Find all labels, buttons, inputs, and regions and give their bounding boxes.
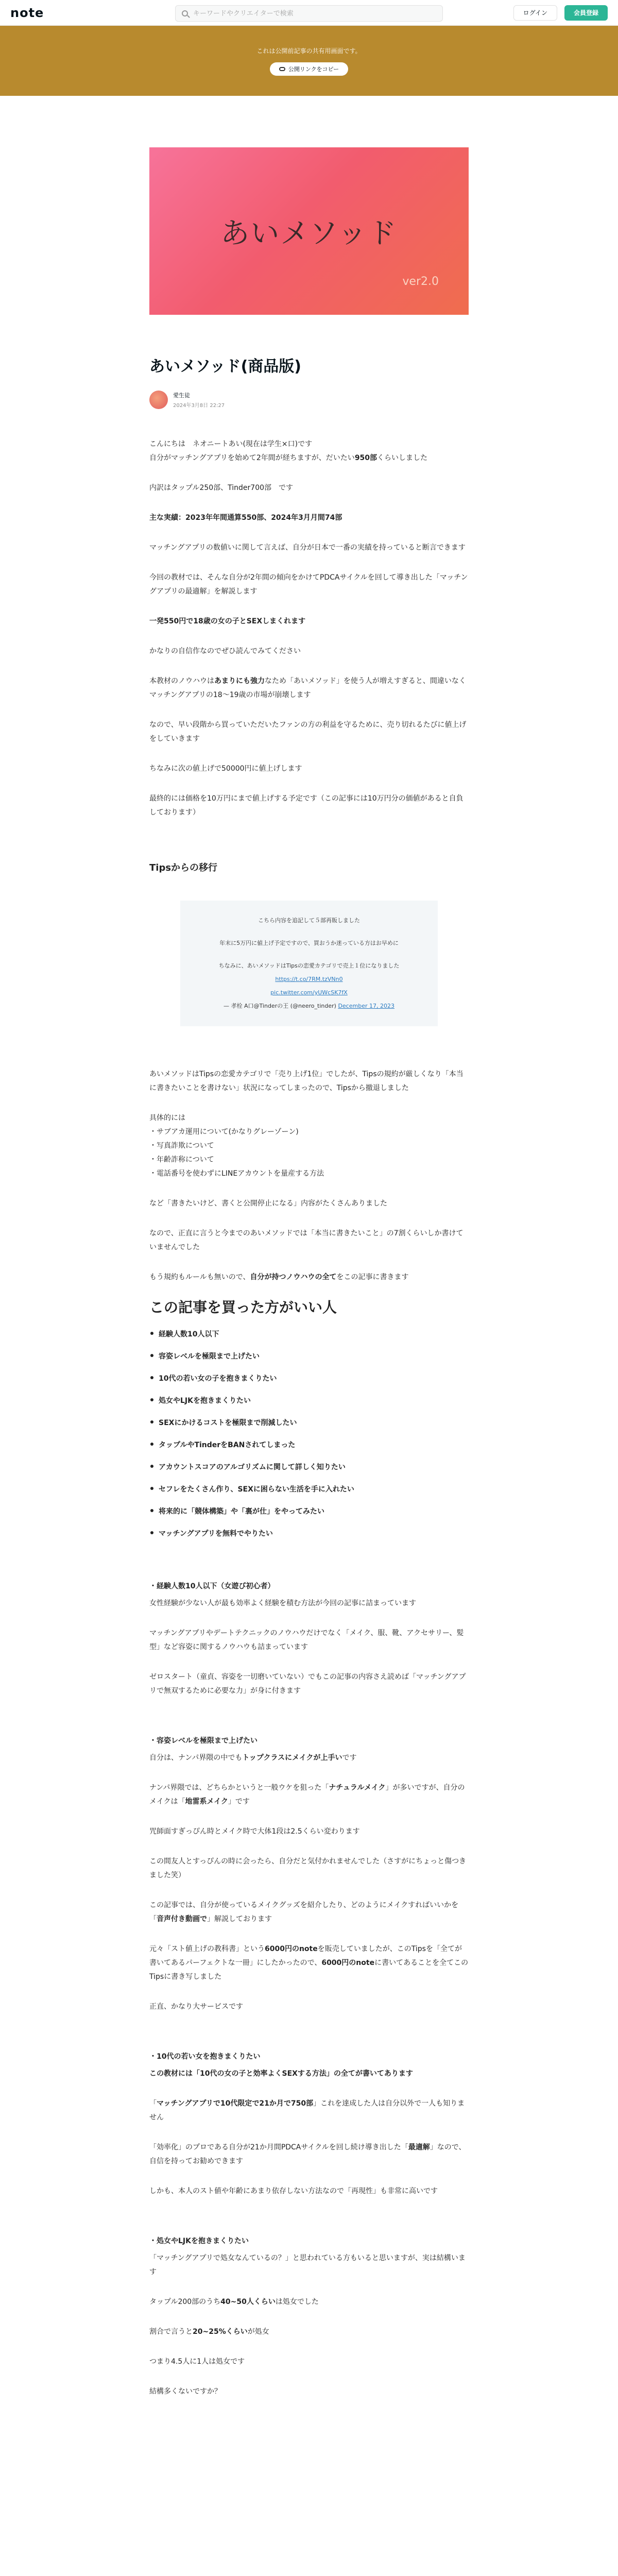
paragraph: 具体的には ・サブアカ運用について(かなりグレーゾーン) ・写真詐欺について ・年齢詐称について ・電話番号を使わずにLINEアカウントを量産する方法 bbox=[149, 1114, 324, 1178]
paragraph: 結構多くないですか？ bbox=[149, 2387, 221, 2396]
tweet-date-link[interactable]: December 17, 2023 bbox=[338, 1003, 394, 1009]
copy-public-link-button[interactable] bbox=[270, 62, 348, 76]
paragraph: こんにちは ネオニートあい(現在は学生×口)です 自分がマッチングアプリを始めて2年間が経ちますが、だいたい950部くらいしました bbox=[149, 440, 428, 462]
search-box[interactable] bbox=[175, 5, 443, 22]
list-item: 将来的に「競体構築」や「裏が仕」をやってみたい bbox=[149, 1505, 469, 1519]
tweet-link[interactable]: https://t.co/7RM.tzVNn0 bbox=[275, 976, 343, 982]
paragraph: 咒師面すぎっぴん時とメイク時で大体1段は2.5くらい変わります bbox=[149, 1827, 360, 1836]
paragraph: あいメソッドはTipsの恋愛カテゴリで「売り上げ1位」でしたが、Tipsの規約が厳しくなり「本当に書きたいことを書けない」状況になってしまったので、Tipsから撤退しました bbox=[149, 1070, 464, 1092]
embedded-tweet: こちら内容を追記して５部再販しました 年末に5万円に値上げ予定ですので、買おうか迷っている方はお早めに ちなみに、あいメソッドはTipsの恋愛カテゴリで売上１位になりました https://t.co/7RM.tzVNn0 pic.twitter.com/yUWcSK7fX — 孝栓 A口@Tinderの王 (@neero_tinder) December 17, 2023 bbox=[180, 901, 438, 1026]
paragraph: 「マッチングアプリで処女なんているの？」と思われている方もいると思いますが、実は結構います bbox=[149, 2254, 466, 2276]
author-row bbox=[149, 391, 469, 409]
list-item: SEXにかけるコストを極限まで削減したい bbox=[149, 1416, 469, 1430]
copy-link-label: 公開リンクをコピー bbox=[288, 65, 339, 73]
hero-image bbox=[149, 147, 469, 315]
paragraph: ゼロスタート（童貞、容姿を一切磨いていない）でもこの記事の内容さえ読めば「マッチングアプリで無双するために必要な力」が身に付きます bbox=[149, 1673, 466, 1695]
paragraph: 今回の教材では、そんな自分が2年間の傾向をかけてPDCAサイクルを回して導き出した「マッチングアプリの最適解」を解説します bbox=[149, 573, 468, 596]
list-item: 経験人数10人以下 bbox=[149, 1328, 469, 1342]
login-button[interactable]: ログイン bbox=[513, 5, 557, 21]
paragraph: ちなみに次の値上げで50000円に値上げします bbox=[149, 765, 302, 773]
search-icon bbox=[182, 10, 188, 16]
paragraph: しかも、本人のスト値や年齢にあまり依存しない方法なので「再現性」も非常に高いです bbox=[149, 2187, 438, 2195]
list-item: アカウントスコアのアルゴリズムに関して詳しく知りたい bbox=[149, 1461, 469, 1475]
subsection-heading: ・経験人数10人以下（女遊び初心者） bbox=[149, 1582, 275, 1590]
paragraph: 自分は、ナンパ界隈の中でもトップクラスにメイクが上手いです bbox=[149, 1754, 357, 1762]
list-item: 処女やLJKを抱きまくりたい bbox=[149, 1394, 469, 1408]
list-item: セフレをたくさん作り、SEXに困らない生活を手に入れたい bbox=[149, 1483, 469, 1497]
paragraph: つまり4.5人に1人は処女です bbox=[149, 2358, 245, 2366]
paragraph: 女性経験が少ない人が最も効率よく経験を積む方法が今回の記事に詰まっています bbox=[149, 1599, 416, 1607]
paragraph: ナンパ界隈では、どちらかというと一般ウケを狙った「ナチュラルメイク」が多いですが、自分のメイクは「地雷系メイク」です bbox=[149, 1784, 465, 1806]
paragraph: この記事では、自分が使っているメイクグッズを紹介したり、どのようにメイクすればいいかを「音声付き動画で」解説しております bbox=[149, 1901, 459, 1923]
header-actions bbox=[513, 5, 608, 21]
paragraph: なので、正直に言うと今までのあいメソッドでは「本当に書きたいこと」の7割くらいしか書けていませんでした bbox=[149, 1229, 464, 1251]
paragraph: 一発550円で18歳の女の子とSEXしまくれます bbox=[149, 617, 306, 625]
paragraph: 割合で言うと20~25%くらいが処女 bbox=[149, 2328, 269, 2336]
tweet-pic-link[interactable]: pic.twitter.com/yUWcSK7fX bbox=[270, 989, 348, 996]
paragraph: 元々「スト値上げの教科書」という6000円のnoteを販売していましたが、このTipsを「全てが書いてあるパーフェクトな一冊」にしたかったので、6000円のnoteに書いてあることを全てこのTipsに書き写しました bbox=[149, 1945, 469, 1981]
section-heading: Tipsからの移行 bbox=[149, 862, 218, 873]
paragraph: タップル200部のうち40~50人くらいは処女でした bbox=[149, 2298, 319, 2306]
paragraph: かなりの自信作なのでぜひ読んでみてください bbox=[149, 647, 301, 655]
paragraph: マッチングアプリやデートテクニックのノウハウだけでなく「メイク、服、靴、アクセサリー、髪型」など容姿に関するノウハウも詰まっています bbox=[149, 1629, 464, 1651]
paragraph: 「効率化」のプロである自分が21か月間PDCAサイクルを回し続け導き出した「最適解」なので、自信を持ってお勧めできます bbox=[149, 2143, 466, 2165]
target-list bbox=[149, 1328, 469, 1541]
paragraph: 主な実績：2023年年間通算550部、2024年3月月間74部 bbox=[149, 514, 342, 522]
paragraph: 「マッチングアプリで10代限定で21か月で750部」これを達成した人は自分以外で一人も知りません bbox=[149, 2099, 465, 2122]
subsection-heading: ・容姿レベルを極限まで上げたい bbox=[149, 1737, 258, 1745]
paragraph: 最終的には価格を10万円にまで値上げする予定です（この記事には10万円分の価値があると自負しております） bbox=[149, 794, 464, 817]
section-heading: この記事を買った方がいい人 bbox=[149, 1299, 337, 1316]
paragraph: もう規約もルールも無いので、自分が持つノウハウの全てをこの記事に書きます bbox=[149, 1273, 409, 1281]
paragraph: など「書きたいけど、書くと公開停止になる」内容がたくさんありました bbox=[149, 1199, 387, 1208]
paragraph: なので、早い段階から買っていただいたファンの方の利益を守るために、売り切れるたびに値上げをしていきます bbox=[149, 721, 467, 743]
paragraph: この間友人とすっぴんの時に会ったら、自分だと気付かれませんでした（さすがにちょっと傷つきました笑） bbox=[149, 1857, 467, 1879]
paragraph: この教材には「10代の女の子と効率よくSEXする方法」の全てが書いてあります bbox=[149, 2070, 413, 2078]
list-item: 10代の若い女の子を抱きまくりたい bbox=[149, 1372, 469, 1386]
author-name[interactable]: 愛生徒 bbox=[173, 392, 190, 399]
hero-title: あいメソッド bbox=[220, 216, 398, 250]
publish-date: 2024年3月8日 22:27 bbox=[173, 403, 225, 409]
signup-button[interactable]: 会員登録 bbox=[564, 5, 608, 21]
paragraph: 正直、かなり大サービスです bbox=[149, 2003, 243, 2011]
search-input[interactable] bbox=[193, 10, 436, 18]
list-item: マッチングアプリを無料でやりたい bbox=[149, 1527, 469, 1541]
subsection-heading: ・10代の若い女を抱きまくりたい bbox=[149, 2053, 261, 2061]
paragraph: 本教材のノウハウはあまりにも強力なため「あいメソッド」を使う人が増えすぎると、間違いなくマッチングアプリの18～19歳の市場が崩壊します bbox=[149, 677, 466, 699]
paragraph: 内訳はタップル250部、Tinder700部 です bbox=[149, 484, 294, 492]
list-item: タップルやTinderをBANされてしまった bbox=[149, 1438, 469, 1452]
hero-version: ver2.0 bbox=[402, 275, 439, 288]
subsection-heading: ・処女やLJKを抱きまくりたい bbox=[149, 2237, 249, 2245]
avatar[interactable] bbox=[149, 391, 168, 409]
note-logo[interactable]: note bbox=[10, 5, 44, 20]
top-header bbox=[0, 0, 618, 26]
link-icon bbox=[279, 67, 285, 71]
list-item: 容姿レベルを極限まで上げたい bbox=[149, 1350, 469, 1364]
banner-text: これは公開前記事の共有用画面です。 bbox=[256, 47, 362, 55]
paragraph: マッチングアプリの数値いに関して言えば、自分が日本で一番の実績を持っていると断言できます bbox=[149, 544, 466, 552]
preview-banner bbox=[0, 26, 618, 96]
article bbox=[149, 147, 469, 2399]
article-body bbox=[149, 437, 469, 2399]
article-title: あいメソッド(商品版) bbox=[149, 358, 302, 376]
